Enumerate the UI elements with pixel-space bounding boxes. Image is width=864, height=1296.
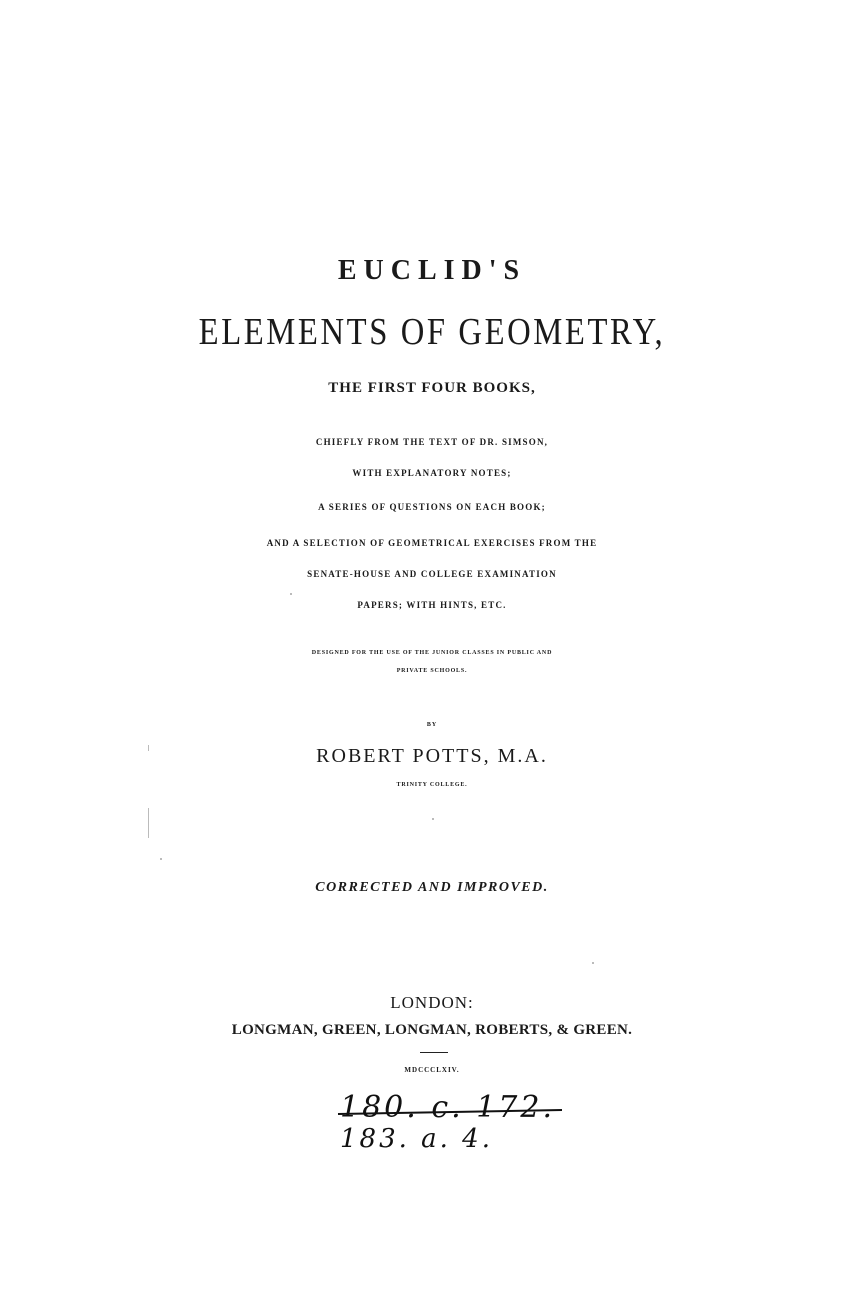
author-name: ROBERT POTTS, M.A. bbox=[316, 745, 548, 767]
edition-note: CORRECTED AND IMPROVED. bbox=[315, 880, 549, 895]
strikethrough-stroke bbox=[336, 1100, 566, 1124]
author-college: TRINITY COLLEGE. bbox=[396, 782, 468, 788]
paper-speck bbox=[160, 858, 162, 860]
designed-for-line: DESIGNED FOR THE USE OF THE JUNIOR CLASSES IN PUBLIC AND bbox=[311, 650, 553, 656]
designed-for-line: PRIVATE SCHOOLS. bbox=[396, 668, 468, 674]
publication-place: LONDON: bbox=[390, 993, 474, 1012]
detail-line: AND A SELECTION OF GEOMETRICAL EXERCISES FROM THE bbox=[266, 538, 598, 548]
detail-line: SENATE-HOUSE AND COLLEGE EXAMINATION bbox=[307, 569, 557, 579]
paper-speck bbox=[148, 808, 149, 838]
paper-speck bbox=[592, 962, 594, 964]
paper-speck bbox=[290, 593, 292, 595]
publication-year: MDCCCLXIV. bbox=[404, 1066, 460, 1074]
detail-line: CHIEFLY FROM THE TEXT OF DR. SIMSON, bbox=[315, 437, 549, 447]
publisher: LONGMAN, GREEN, LONGMAN, ROBERTS, & GREEN. bbox=[231, 1022, 633, 1038]
book-title: ELEMENTS OF GEOMETRY, bbox=[198, 311, 666, 353]
paper-speck bbox=[148, 745, 149, 751]
divider-rule bbox=[420, 1052, 448, 1053]
detail-line: A SERIES OF QUESTIONS ON EACH BOOK; bbox=[318, 502, 546, 512]
struck-shelfmark: 180. c. 172. bbox=[340, 1090, 556, 1125]
detail-line: WITH EXPLANATORY NOTES; bbox=[352, 468, 512, 478]
book-subtitle: THE FIRST FOUR BOOKS, bbox=[328, 380, 536, 396]
shelfmark: 183. a. 4. bbox=[340, 1124, 493, 1154]
title-possessive: EUCLID'S bbox=[337, 255, 527, 286]
paper-speck bbox=[432, 818, 434, 820]
detail-line: PAPERS; WITH HINTS, ETC. bbox=[357, 600, 507, 610]
by-label: BY bbox=[426, 722, 438, 728]
